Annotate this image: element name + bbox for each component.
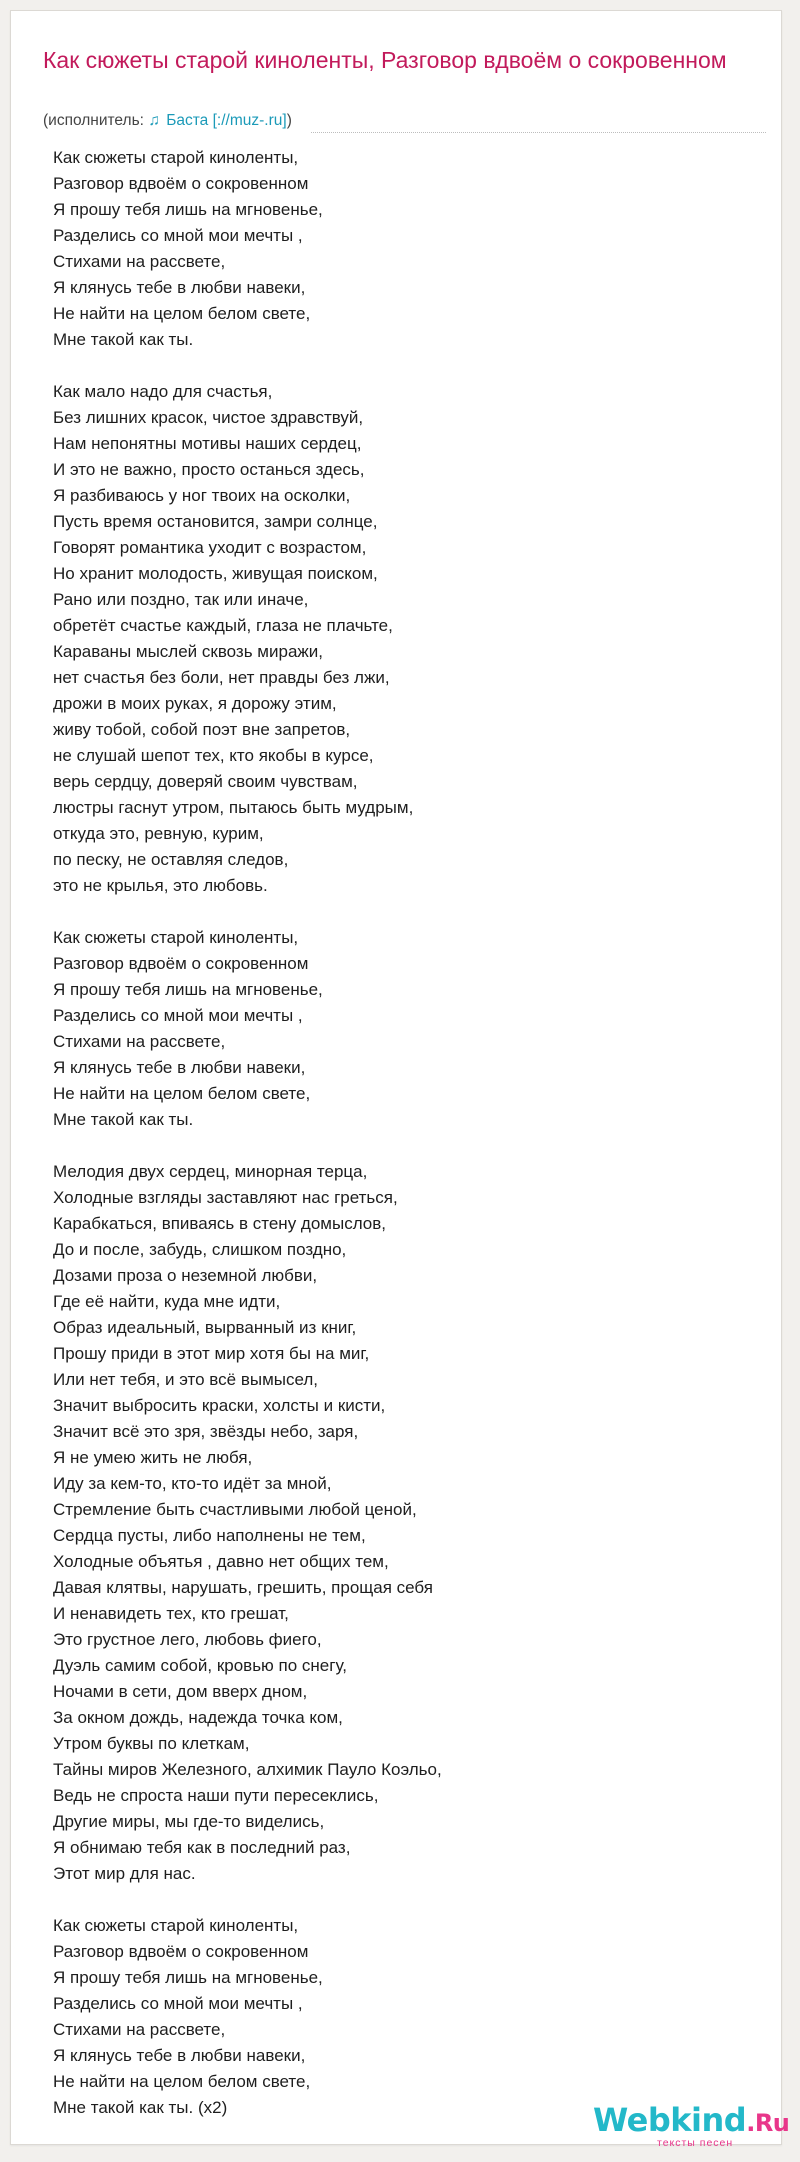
lyric-line: Не найти на целом белом свете, [53, 2072, 311, 2091]
lyric-line: Но хранит молодость, живущая поиском, [53, 564, 378, 583]
lyric-line: Дозами проза о неземной любви, [53, 1266, 318, 1285]
lyric-line: Стихами на рассвете, [53, 2020, 226, 2039]
logo-name: Webkind [593, 2101, 747, 2139]
lyric-line: Карабкаться, впиваясь в стену домыслов, [53, 1214, 387, 1233]
lyric-line: Сердца пусты, либо наполнены не тем, [53, 1526, 366, 1545]
artist-name: Баста [166, 112, 209, 129]
lyric-line: Утром буквы по клеткам, [53, 1734, 250, 1753]
webkind-logo[interactable] [593, 2101, 790, 2161]
lyric-line: Холодные объятья , давно нет общих тем, [53, 1552, 389, 1571]
lyric-line: люстры гаснут утром, пытаюсь быть мудрым, [53, 798, 414, 817]
lyric-line: по песку, не оставляя следов, [53, 850, 289, 869]
lyric-line: Я прошу тебя лишь на мгновенье, [53, 1968, 323, 1987]
lyric-line: Или нет тебя, и это всё вымысел, [53, 1370, 319, 1389]
logo-tagline: тексты песен [657, 2137, 734, 2149]
lyric-line: Прошу приди в этот мир хотя бы на миг, [53, 1344, 370, 1363]
lyric-line: Где её найти, куда мне идти, [53, 1292, 281, 1311]
lyric-line: Я прошу тебя лишь на мгновенье, [53, 980, 323, 999]
artist-link[interactable] [148, 112, 286, 129]
lyric-line: Это грустное лего, любовь фиего, [53, 1630, 322, 1649]
lyric-line: это не крылья, это любовь. [53, 876, 268, 895]
lyric-line: Говорят романтика уходит с возрастом, [53, 538, 367, 557]
lyric-line: Холодные взгляды заставляют нас греться, [53, 1188, 398, 1207]
lyric-line: Стихами на рассвете, [53, 1032, 226, 1051]
lyric-line: Разговор вдвоём о сокровенном [53, 174, 309, 193]
lyric-line: откуда это, ревную, курим, [53, 824, 264, 843]
music-note-icon: ♫ [148, 112, 160, 129]
lyric-line: До и после, забудь, слишком поздно, [53, 1240, 347, 1259]
lyric-line: Этот мир для нас. [53, 1864, 196, 1883]
lyric-line: Как мало надо для счастья, [53, 382, 273, 401]
lyric-line: Стремление быть счастливыми любой ценой, [53, 1500, 417, 1519]
lyric-line: Я не умею жить не любя, [53, 1448, 253, 1467]
lyrics-stanza [53, 925, 753, 1133]
lyric-line: Ведь не спроста наши пути пересеклись, [53, 1786, 379, 1805]
lyric-line: Значит всё это зря, звёзды небо, заря, [53, 1422, 359, 1441]
lyric-line: живу тобой, собой поэт вне запретов, [53, 720, 351, 739]
lyric-line: Я обнимаю тебя как в последний раз, [53, 1838, 351, 1857]
subtitle-divider [311, 132, 766, 133]
lyric-line: Мелодия двух сердец, минорная терца, [53, 1162, 368, 1181]
lyrics-card [10, 10, 790, 2149]
lyric-line: дрожи в моих руках, я дорожу этим, [53, 694, 337, 713]
lyric-line: И это не важно, просто останься здесь, [53, 460, 365, 479]
lyric-line: Я клянусь тебе в любви навеки, [53, 1058, 306, 1077]
lyric-line: За окном дождь, надежда точка ком, [53, 1708, 343, 1727]
lyrics-stanza [53, 379, 753, 899]
lyric-line: Образ идеальный, вырванный из книг, [53, 1318, 357, 1337]
lyric-line: Дуэль самим собой, кровью по снегу, [53, 1656, 347, 1675]
lyric-line: Без лишних красок, чистое здравствуй, [53, 408, 364, 427]
lyric-line: Иду за кем-то, кто-то идёт за мной, [53, 1474, 332, 1493]
page-title: Как сюжеты старой киноленты, Разговор вдвоём о сокровенном [43, 47, 727, 73]
artist-line [43, 111, 292, 131]
lyric-line: Рано или поздно, так или иначе, [53, 590, 309, 609]
logo-wordmark [593, 2101, 789, 2142]
lyric-line: Мне такой как ты. (x2) [53, 2098, 228, 2117]
artist-prefix: (исполнитель: [43, 112, 149, 129]
lyric-line: Я клянусь тебе в любви навеки, [53, 278, 306, 297]
lyric-line: Как сюжеты старой киноленты, [53, 1916, 299, 1935]
lyric-line: Разговор вдвоём о сокровенном [53, 954, 309, 973]
lyric-line: Караваны мыслей сквозь миражи, [53, 642, 323, 661]
lyrics-stanza [53, 145, 753, 353]
lyric-line: Пусть время остановится, замри солнце, [53, 512, 378, 531]
lyrics-stanza [53, 1159, 753, 1887]
lyric-line: Мне такой как ты. [53, 1110, 194, 1129]
lyric-line: Как сюжеты старой киноленты, [53, 928, 299, 947]
lyric-line: Как сюжеты старой киноленты, [53, 148, 299, 167]
lyric-line: Я клянусь тебе в любви навеки, [53, 2046, 306, 2065]
lyric-line: Разговор вдвоём о сокровенном [53, 1942, 309, 1961]
lyric-line: Тайны миров Железного, алхимик Пауло Коэльо, [53, 1760, 442, 1779]
lyrics-body [53, 145, 753, 2147]
lyric-line: Другие миры, мы где-то виделись, [53, 1812, 325, 1831]
lyric-line: Разделись со мной мои мечты , [53, 1006, 303, 1025]
lyric-line: Не найти на целом белом свете, [53, 304, 311, 323]
lyric-line: обретёт счастье каждый, глаза не плачьте, [53, 616, 393, 635]
lyric-line: Разделись со мной мои мечты , [53, 1994, 303, 2013]
lyric-line: Мне такой как ты. [53, 330, 194, 349]
lyric-line: Нам непонятны мотивы наших сердец, [53, 434, 362, 453]
lyric-line: Значит выбросить краски, холсты и кисти, [53, 1396, 386, 1415]
lyric-line: Стихами на рассвете, [53, 252, 226, 271]
lyric-line: Давая клятвы, нарушать, грешить, прощая себя [53, 1578, 433, 1597]
lyric-line: Разделись со мной мои мечты , [53, 226, 303, 245]
artist-suffix: ) [286, 112, 292, 129]
lyric-line: И ненавидеть тех, кто грешат, [53, 1604, 289, 1623]
lyric-line: Я прошу тебя лишь на мгновенье, [53, 200, 323, 219]
lyric-line: нет счастья без боли, нет правды без лжи, [53, 668, 390, 687]
lyric-line: Я разбиваюсь у ног твоих на осколки, [53, 486, 351, 505]
lyric-line: не слушай шепот тех, кто якобы в курсе, [53, 746, 374, 765]
lyric-line: Не найти на целом белом свете, [53, 1084, 311, 1103]
lyric-line: Ночами в сети, дом вверх дном, [53, 1682, 308, 1701]
lyrics-stanza [53, 1913, 753, 2121]
artist-source: [://muz-.ru] [212, 112, 287, 129]
lyric-line: верь сердцу, доверяй своим чувствам, [53, 772, 358, 791]
logo-tld: .Ru [746, 2109, 790, 2137]
